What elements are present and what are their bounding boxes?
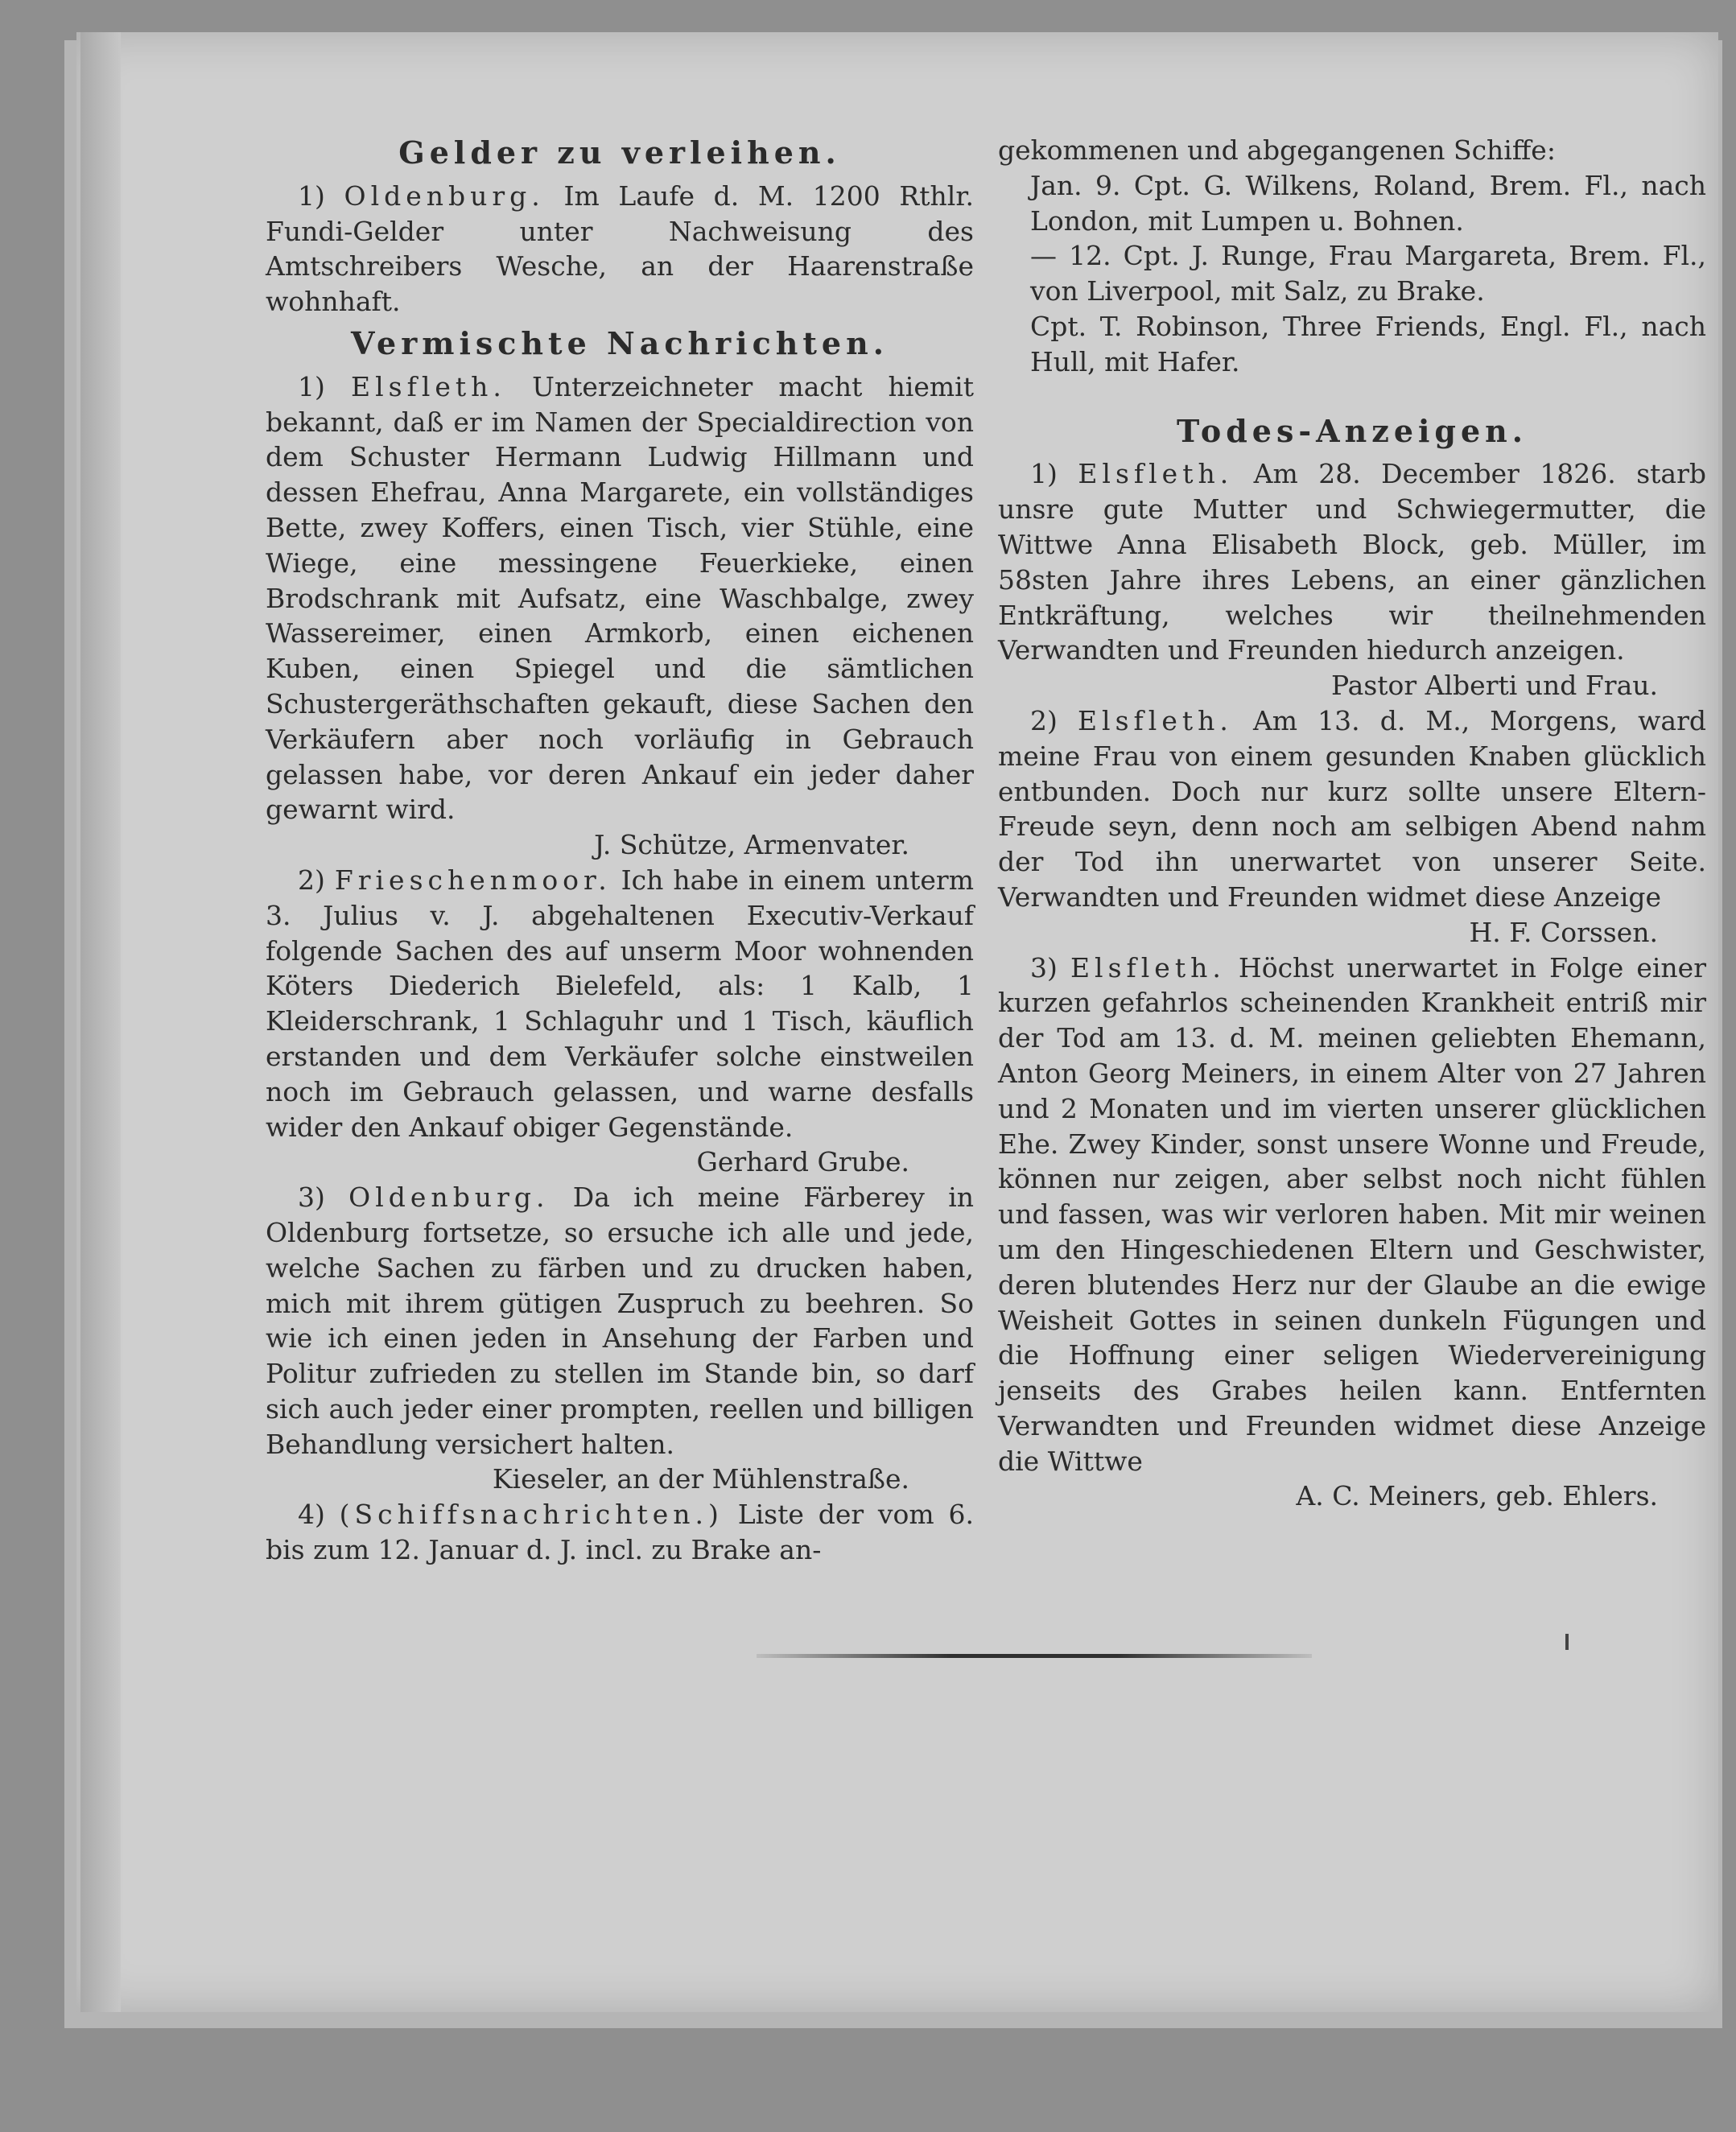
notice-number: 4) [298, 1499, 325, 1531]
notice-place: Elsfleth. [1078, 458, 1234, 490]
notice-number: 3) [1030, 951, 1058, 984]
death-notice-1 [998, 456, 1706, 668]
left-column [266, 129, 974, 1568]
notice-vermischte-1 [266, 369, 974, 827]
notice-signature: A. C. Meiners, geb. Ehlers. [1296, 1480, 1658, 1512]
notice-place: Oldenburg. [348, 1181, 550, 1214]
ship-entry: Cpt. T. Robinson, Three Friends, Engl. Fl., nach Hull, mit Hafer. [1030, 310, 1706, 377]
ship-entry: Jan. 9. Cpt. G. Wilkens, Roland, Brem. Fl., nach London, mit Lumpen u. Bohnen. [1030, 169, 1706, 237]
notice-text: Liste der vom 6. bis zum 12. Januar d. J. incl. zu Brake an- [266, 1499, 974, 1566]
ship-entry: — 12. Cpt. J. Runge, Frau Margareta, Brem. Fl., von Liverpool, mit Salz, zu Brake. [1030, 240, 1706, 307]
notice-number: 3) [298, 1181, 325, 1214]
notice-number: 2) [298, 864, 325, 896]
notice-place: Oldenburg. [344, 179, 545, 212]
notice-signature: J. Schütze, Armenvater. [594, 829, 909, 861]
notice-vermischte-2 [266, 863, 974, 1144]
notice-place: Elsfleth. [1070, 951, 1226, 984]
notice-place: Elsfleth. [1077, 704, 1233, 736]
page-binding-edge [80, 32, 121, 2012]
heading-todes-anzeigen: Todes-Anzeigen. [1176, 412, 1528, 449]
notice-place: (Schiffsnachrichten.) [339, 1499, 724, 1531]
notice-place: Frieschenmoor. [334, 864, 612, 896]
notice-number: 1) [1030, 458, 1058, 490]
notice-text: Da ich meine Färberey in Oldenburg fortsetze, so ersuche ich alle und jede, welche Sachen zu färben und zu drucken haben, mich mit ihrem gütigen Zuspruch zu beehren. So wie ich einen jeden in Ansehung der Farben und Politur zufrieden zu stellen im Stande bin, so darf sich auch jeder einer prompten, reellen und billigen Behandlung versichert halten. [266, 1181, 974, 1460]
heading-gelder: Gelder zu verleihen. [398, 134, 841, 171]
notice-signature: Pastor Alberti und Frau. [1330, 670, 1658, 702]
notice-gelder-1 [266, 179, 974, 320]
page-mark [1565, 1634, 1569, 1650]
notice-text: Unterzeichneter macht hiemit bekannt, daß er im Namen der Specialdirection von dem Schuster Hermann Ludwig Hillmann und dessen Ehefrau, Anna Margarete, ein vollständiges Bette, zwey Koffers, einen Tisch, vier Stühle, eine Wiege, eine messingene Feuerkieke, einen Brodschrank mit Aufsatz, eine Waschbalge, zwey Wassereimer, einen Armkorb, einen eichenen Kuben, einen Spiegel und die sämtlichen Schustergeräthschaften gekauft, diese Sachen den Verkäufern aber noch vorläufig in Gebrauch gelassen habe, vor deren Ankauf ein jeder daher gewarnt wird. [266, 370, 974, 826]
ship-list-continuation: gekommenen und abgegangenen Schiffe: [998, 134, 1556, 166]
right-column [998, 133, 1706, 1514]
notice-number: 1) [298, 370, 325, 402]
notice-vermischte-4 [266, 1497, 974, 1568]
notice-text: Am 28. December 1826. starb unsre gute Mutter und Schwiegermutter, die Wittwe Anna Elisabeth Block, geb. Müller, im 58sten Jahre ihres Lebens, an einer gänzlichen Entkräftung, welches wir theilnehmenden Verwandten und Freunden hiedurch anzeigen. [998, 458, 1706, 666]
notice-signature: H. F. Corssen. [1469, 916, 1658, 948]
notice-vermischte-3 [266, 1180, 974, 1462]
heading-vermischte: Vermischte Nachrichten. [351, 324, 889, 361]
death-notice-2 [998, 703, 1706, 915]
death-notice-3 [998, 951, 1706, 1479]
notice-text: Höchst unerwartet in Folge einer kurzen gefahrlos scheinenden Krankheit entriß mir der Tod am 13. d. M. meinen geliebten Ehemann, Anton Georg Meiners, in einem Alter von 27 Jahren und 2 Monaten und im vierten unserer glücklichen Ehe. Zwey Kinder, sonst unsere Wonne und Freude, können nur zeigen, aber selbst noch nicht fühlen und fassen, was wir verloren haben. Mit mir weinen um den Hingeschiedenen Eltern und Geschwister, deren blutendes Herz nur der Glaube an die ewige Weisheit Gottes in seinen dunkeln Fügungen und die Hoffnung einer seligen Wiedervereinigung jenseits des Grabes heilen kann. Entfernten Verwandten und Freunden widmet diese Anzeige die Wittwe [998, 951, 1706, 1477]
closing-rule [757, 1654, 1312, 1658]
notice-signature: Gerhard Grube. [696, 1146, 909, 1178]
notice-number: 2) [1030, 704, 1058, 736]
notice-text: Am 13. d. M., Morgens, ward meine Frau von einem gesunden Knaben glücklich entbunden. Doch nur kurz sollte unsere Eltern-Freude seyn, denn noch am selbigen Abend nahm der Tod ihn unerwartet von unserer Seite. Verwandten und Freunden widmet diese Anzeige [998, 704, 1706, 913]
notice-signature: Kieseler, an der Mühlenstraße. [492, 1463, 909, 1495]
notice-text: Im Laufe d. M. 1200 Rthlr. Fundi-Gelder unter Nachweisung des Amtschreibers Wesche, an der Haarenstraße wohnhaft. [266, 179, 974, 318]
notice-place: Elsfleth. [351, 370, 506, 402]
notice-number: 1) [298, 179, 325, 212]
notice-text: Ich habe in einem unterm 3. Julius v. J. abgehaltenen Executiv-Verkauf folgende Sachen des auf unserm Moor wohnenden Köters Diederich Bielefeld, als: 1 Kalb, 1 Kleiderschrank, 1 Schlaguhr und 1 Tisch, käuflich erstanden und dem Verkäufer solche einstweilen noch im Gebrauch gelassen, und warne desfalls wider den Ankauf obiger Gegenstände. [266, 864, 974, 1143]
